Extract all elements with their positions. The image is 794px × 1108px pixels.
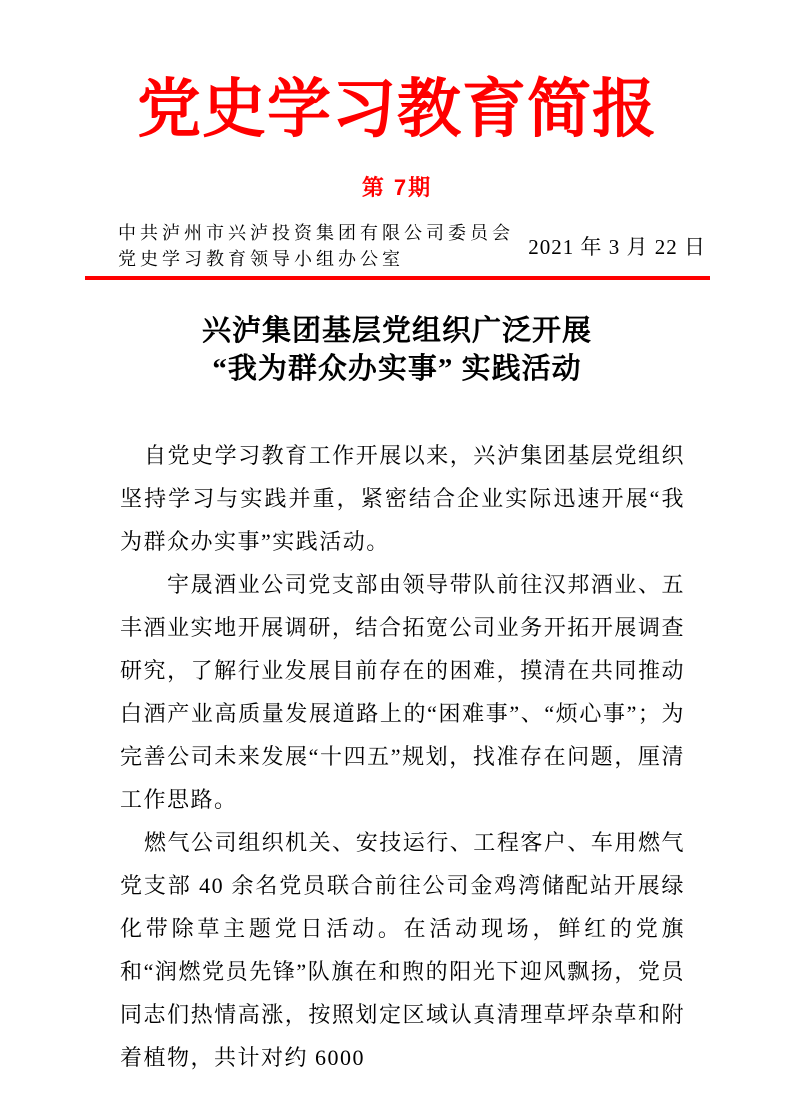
paragraph: 宇晟酒业公司党支部由领导带队前往汉邦酒业、五丰酒业实地开展调研，结合拓宽公司业务开拓开展调查研究，了解行业发展目前存在的困难，摸清在共同推动白酒产业高质量发展道路上的“困难事”、“烦心事”；为完善公司未来发展“十四五”规划，找准存在问题，厘清工作思路。 [120,572,685,812]
article-title-line-2: “我为群众办实事” 实践活动 [212,353,582,385]
article-body [120,434,685,1079]
masthead-info-row [118,220,706,272]
issue-number: 第 7期 [361,175,433,200]
issuer-line-1: 中共泸州市兴泸投资集团有限公司委员会 [118,223,514,243]
issue-date: 2021 年 3 月 22 日 [528,235,706,259]
masthead-divider [85,276,710,280]
masthead-title: 党史学习教育简报 [137,74,657,145]
paragraph: 燃气公司组织机关、安技运行、工程客户、车用燃气党支部 40 余名党员联合前往公司金鸡湾储配站开展绿化带除草主题党日活动。在活动现场，鲜红的党旗和“润燃党员先锋”队旗在和煦的阳光下迎风飘扬，党员同志们热情高涨，按照划定区域认真清理草坪杂草和附着植物，共计对约 6000 [120,830,685,1070]
issuer-block [118,220,514,272]
article-title [0,312,794,388]
article-title-line-1: 兴泸集团基层党组织广泛开展 [201,315,592,347]
paragraph: 自党史学习教育工作开展以来，兴泸集团基层党组织坚持学习与实践并重，紧密结合企业实际迅速开展“我为群众办实事”实践活动。 [120,443,685,554]
issuer-line-2: 党史学习教育领导小组办公室 [118,249,404,269]
